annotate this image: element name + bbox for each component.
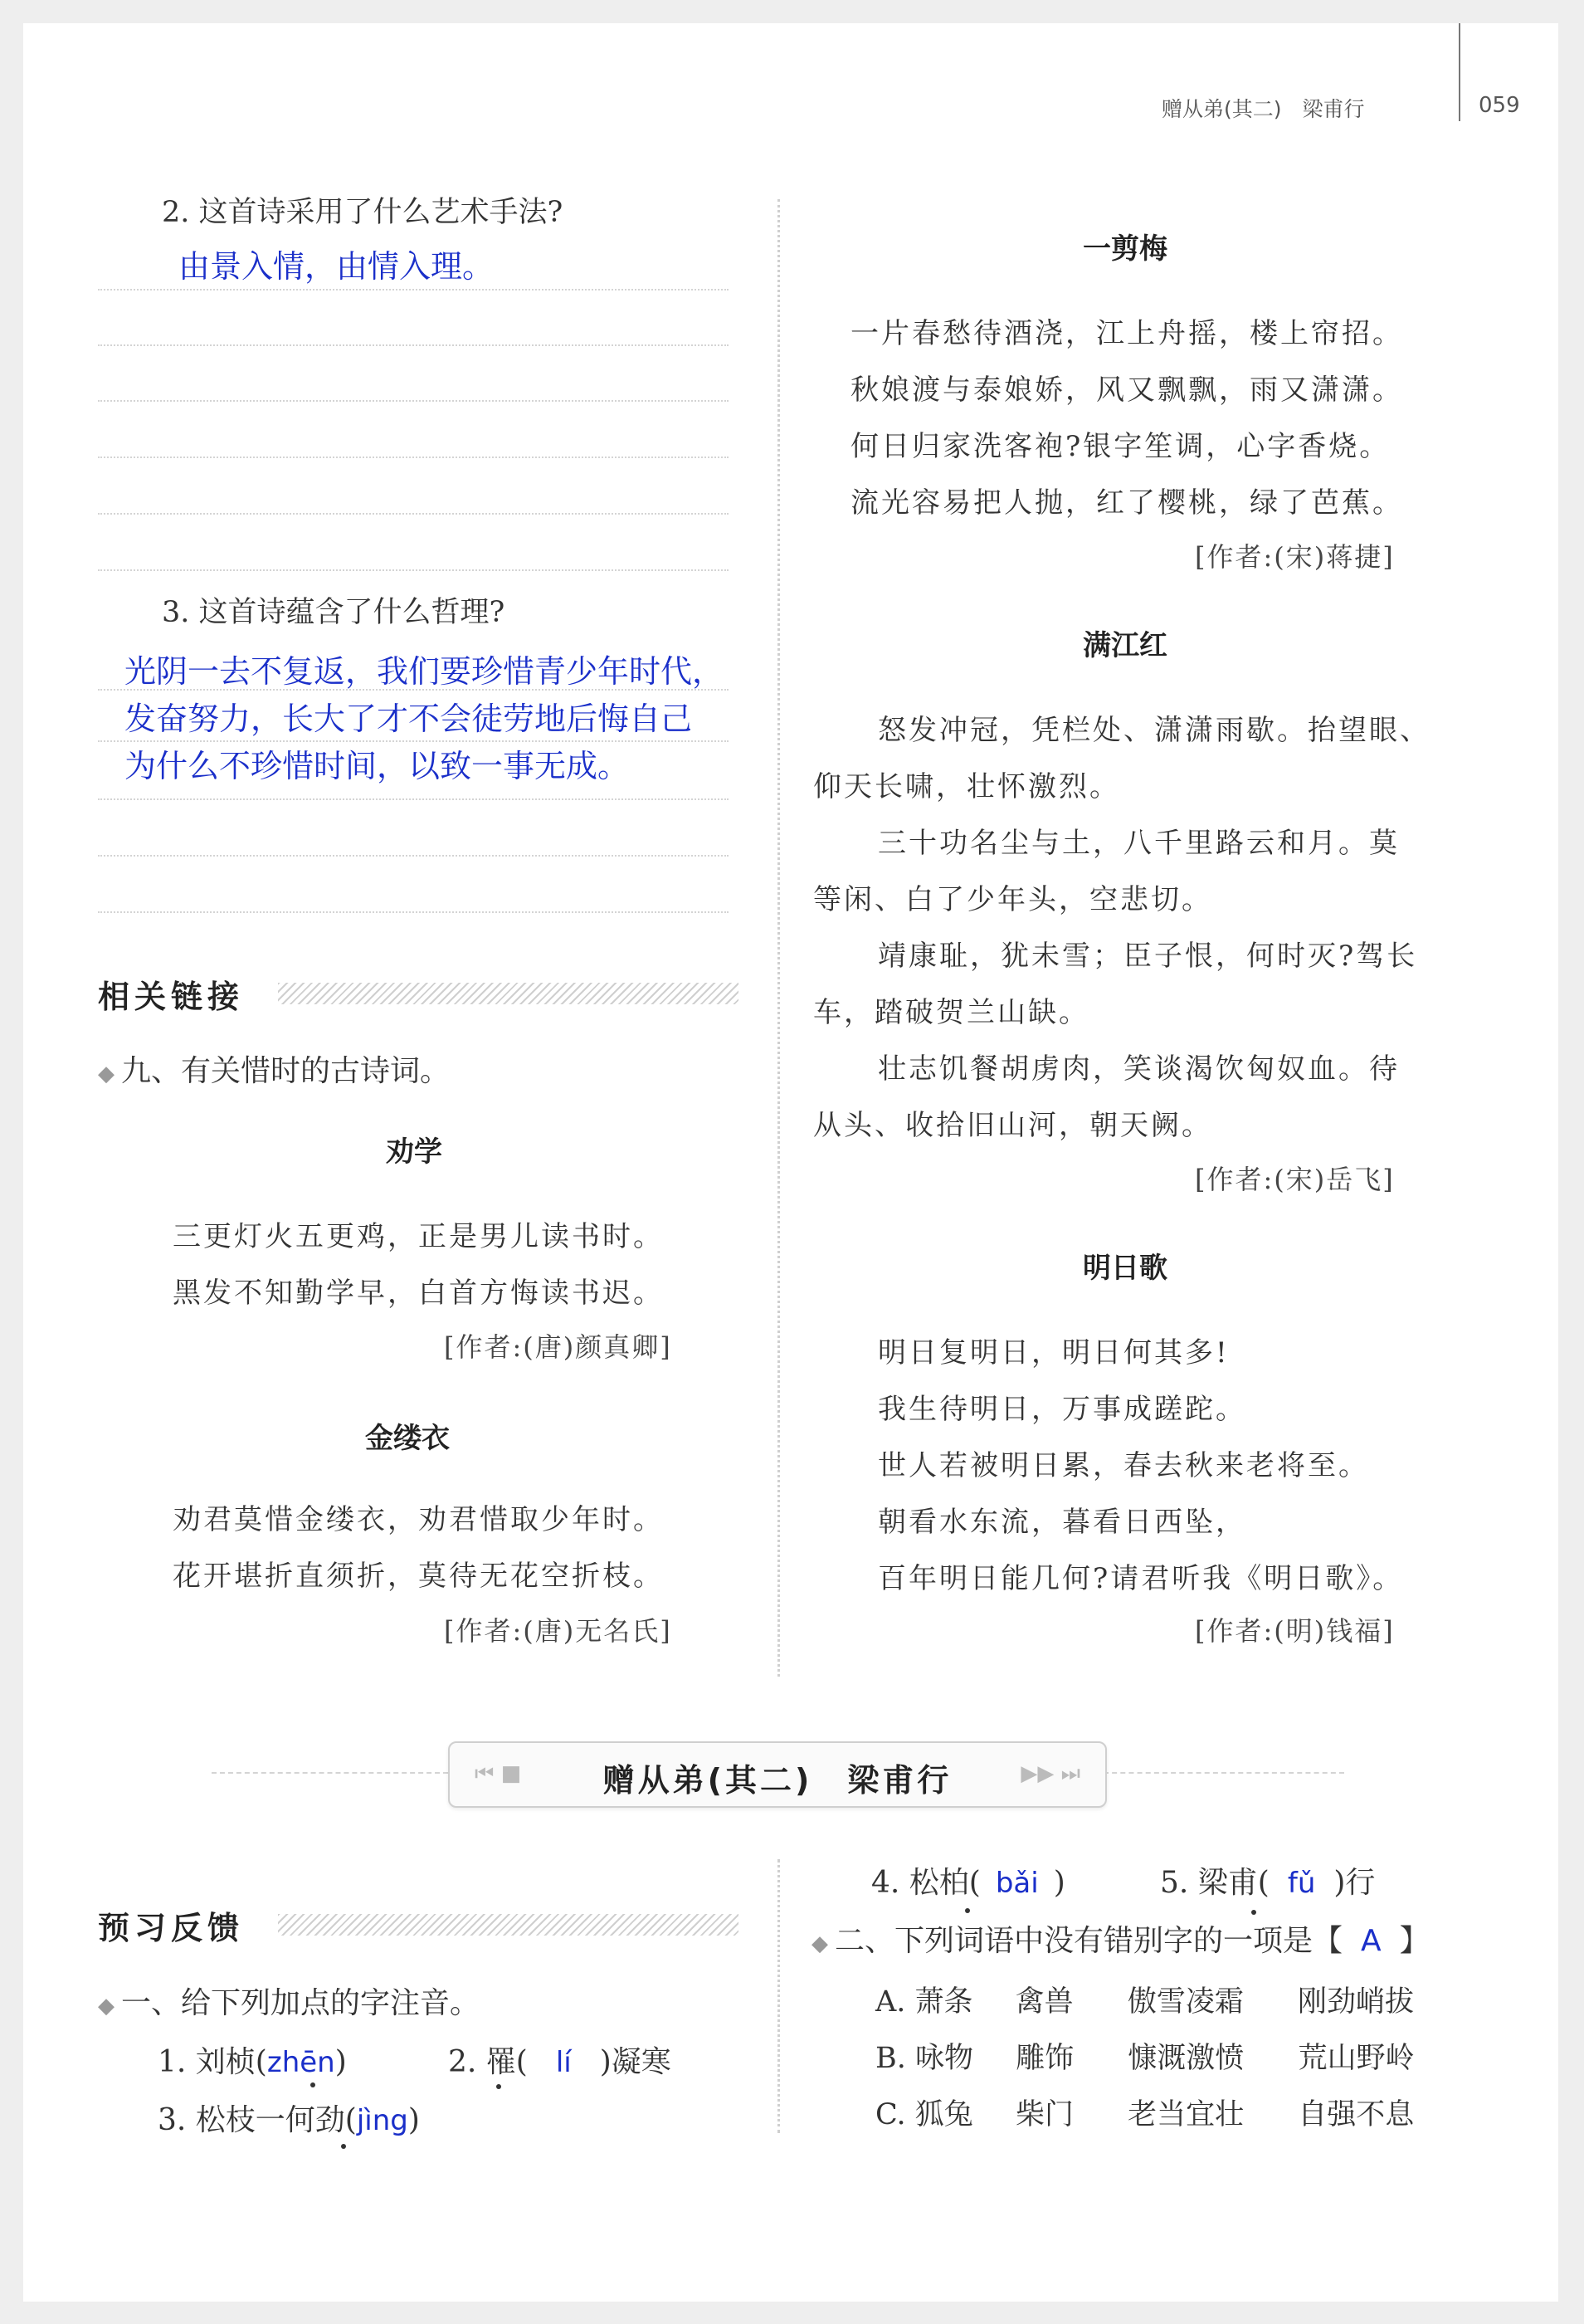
pinyin-question-4	[871, 1859, 1065, 1902]
writing-line	[98, 798, 729, 800]
pinyin-close: )行	[1333, 1866, 1376, 1900]
pinyin-question-1	[158, 2038, 347, 2081]
rewind-icon: ⏮ ■	[475, 1761, 522, 1786]
option-word: 傲雪凌霜	[1127, 1985, 1244, 2019]
option-word: 老当宜壮	[1128, 2098, 1245, 2131]
heading-hatch-band	[278, 983, 738, 1004]
running-header-title: 赠从弟(其二) 梁甫行	[1162, 97, 1365, 121]
question-3: 3. 这首诗蕴含了什么哲理?	[162, 596, 505, 629]
option-word: 荒山野岭	[1298, 2042, 1415, 2075]
emphasis-dot	[312, 2079, 314, 2081]
diamond-bullet-icon: ◆	[811, 1931, 828, 1956]
answer-3-line-3: 为什么不珍惜时间，以致一事无成。	[124, 748, 630, 784]
section-heading-related: 相关链接	[98, 979, 245, 1015]
emphasis-dot	[498, 2081, 500, 2082]
pinyin-question-2-word: 2. 罹(	[448, 2045, 528, 2079]
writing-line	[98, 689, 729, 691]
writing-line	[98, 911, 729, 913]
answer-3-line-2: 发奋努力，长大了才不会徒劳地后悔自己	[124, 701, 693, 737]
option-word: 自强不息	[1298, 2098, 1415, 2131]
option-word: 慷溉激愤	[1128, 2042, 1245, 2075]
poem-author: [作者:(明)钱福]	[1195, 1615, 1395, 1647]
poem-author: [作者:(唐)无名氏]	[444, 1615, 672, 1647]
pinyin-close: )	[334, 2045, 347, 2079]
option-word: 柴门	[1015, 2098, 1074, 2131]
diamond-bullet-icon: ◆	[98, 1062, 115, 1086]
pinyin-answer-2: lí	[555, 2046, 572, 2079]
question-2: 2. 这首诗采用了什么艺术手法?	[162, 196, 563, 229]
item-2-answer: A	[1361, 1924, 1382, 1958]
writing-line	[98, 569, 729, 571]
item-2-text: 二、下列词语中没有错别字的一项是【	[835, 1924, 1343, 1958]
poem-title-yijianmei: 一剪梅	[1083, 232, 1167, 266]
pinyin-question-5	[1160, 1859, 1375, 1902]
diamond-bullet-icon: ◆	[98, 1994, 115, 2019]
poem-line: 靖康耻，犹未雪；臣子恨，何时灭?驾长	[878, 940, 1418, 973]
heading-hatch-band	[278, 1914, 738, 1936]
poem-line: 等闲、白了少年头，空悲切。	[813, 883, 1212, 916]
option-word: 禽兽	[1015, 1985, 1074, 2019]
poem-line: 仰天长啸，壮怀激烈。	[813, 770, 1120, 803]
option-word: 刚劲峭拔	[1297, 1985, 1414, 2019]
option-b	[875, 2035, 1414, 2077]
pinyin-question-2	[448, 2038, 671, 2081]
poem-line: 百年明日能几何?请君听我《明日歌》。	[878, 1562, 1404, 1595]
item-9	[98, 1047, 450, 1090]
banner-rule-left	[212, 1772, 448, 1774]
lesson-title-banner	[448, 1741, 1107, 1808]
pinyin-question-5-word: 5. 梁甫(	[1160, 1866, 1270, 1900]
item-2	[811, 1917, 1430, 1960]
poem-author: [作者:(宋)蒋捷]	[1195, 541, 1395, 573]
poem-line: 秋娘渡与泰娘娇，风又飘飘，雨又潇潇。	[850, 374, 1403, 407]
poem-line: 三更灯火五更鸡，正是男儿读书时。	[173, 1220, 664, 1253]
answer-3-line-1: 光阴一去不复返，我们要珍惜青少年时代，	[124, 653, 724, 690]
writing-line	[98, 289, 729, 290]
poem-line: 壮志饥餐胡虏肉，笑谈渴饮匈奴血。待	[878, 1052, 1400, 1086]
banner-rule-right	[1104, 1772, 1344, 1774]
pinyin-answer-4: bǎi	[995, 1867, 1039, 1900]
poem-line: 花开堪折直须折，莫待无花空折枝。	[173, 1560, 664, 1593]
writing-line	[98, 400, 729, 402]
pinyin-close: )凝寒	[599, 2045, 671, 2079]
emphasis-dot	[343, 2141, 344, 2142]
poem-title-manjianghong: 满江红	[1083, 629, 1167, 662]
option-word: B. 咏物	[875, 2042, 973, 2075]
poem-line: 我生待明日，万事成蹉跎。	[878, 1393, 1246, 1426]
item-1-text: 一、给下列加点的字注音。	[121, 1986, 480, 2020]
pinyin-question-4-word: 4. 松柏(	[871, 1866, 981, 1900]
emphasis-dot	[967, 1905, 968, 1907]
header-divider	[1459, 23, 1460, 121]
option-c	[875, 2092, 1414, 2133]
poem-line: 三十功名尘与土，八千里路云和月。莫	[878, 827, 1400, 860]
emphasis-dot	[1253, 1907, 1255, 1908]
fast-forward-icon: ▶▶ ⏭	[1021, 1761, 1080, 1786]
option-a	[875, 1979, 1414, 2020]
pinyin-close: )	[407, 2103, 420, 2137]
pinyin-answer-5: fǔ	[1287, 1867, 1316, 1900]
item-1	[98, 1980, 480, 2022]
writing-line	[98, 344, 729, 346]
poem-line: 劝君莫惜金缕衣，劝君惜取少年时。	[173, 1503, 664, 1536]
pinyin-answer-1: zhēn	[266, 2046, 335, 2079]
option-word: 雕饰	[1016, 2042, 1075, 2075]
section-heading-preview: 预习反馈	[98, 1910, 245, 1946]
poem-line: 流光容易把人抛，红了樱桃，绿了芭蕉。	[850, 486, 1403, 520]
poem-line: 明日复明日，明日何其多!	[878, 1336, 1230, 1370]
item-9-text: 九、有关惜时的古诗词。	[121, 1054, 451, 1088]
writing-line	[98, 456, 729, 458]
pinyin-close: )	[1053, 1866, 1065, 1900]
pinyin-answer-3: jìng	[356, 2104, 408, 2137]
lesson-title: 赠从弟(其二) 梁甫行	[602, 1762, 953, 1799]
column-divider	[777, 199, 780, 1677]
option-word: C. 狐兔	[875, 2098, 973, 2131]
column-divider-bottom	[777, 1859, 780, 2133]
poem-title-mingrige: 明日歌	[1083, 1252, 1167, 1285]
option-word: A. 萧条	[875, 1985, 973, 2019]
pinyin-question-3	[158, 2097, 420, 2139]
writing-line	[98, 740, 729, 742]
poem-title-quanxue: 劝学	[386, 1135, 442, 1169]
pinyin-question-3-word: 3. 松枝一何劲(	[158, 2103, 357, 2137]
poem-line: 一片春愁待酒浇，江上舟摇，楼上帘招。	[850, 317, 1403, 350]
poem-title-jinlvyi: 金缕衣	[365, 1422, 450, 1455]
poem-line: 黑发不知勤学早，白首方悔读书迟。	[173, 1277, 664, 1310]
writing-line	[98, 855, 729, 857]
poem-line: 怒发冲冠，凭栏处、潇潇雨歇。抬望眼、	[878, 714, 1430, 747]
answer-2: 由景入情，由情入理。	[178, 248, 495, 285]
poem-line: 朝看水东流，暮看日西坠，	[878, 1506, 1246, 1539]
page-number: 059	[1479, 93, 1520, 118]
poem-author: [作者:(宋)岳飞]	[1195, 1164, 1395, 1195]
poem-line: 车，踏破贺兰山缺。	[813, 996, 1089, 1029]
poem-line: 何日归家洗客袍?银字笙调，心字香烧。	[850, 430, 1391, 463]
writing-line	[98, 513, 729, 515]
poem-line: 世人若被明日累，春去秋来老将至。	[878, 1449, 1369, 1482]
poem-line: 从头、收拾旧山河，朝天阙。	[813, 1109, 1212, 1142]
pinyin-question-1-word: 1. 刘桢(	[158, 2045, 267, 2079]
item-2-close: 】	[1399, 1924, 1430, 1958]
poem-author: [作者:(唐)颜真卿]	[444, 1331, 672, 1363]
